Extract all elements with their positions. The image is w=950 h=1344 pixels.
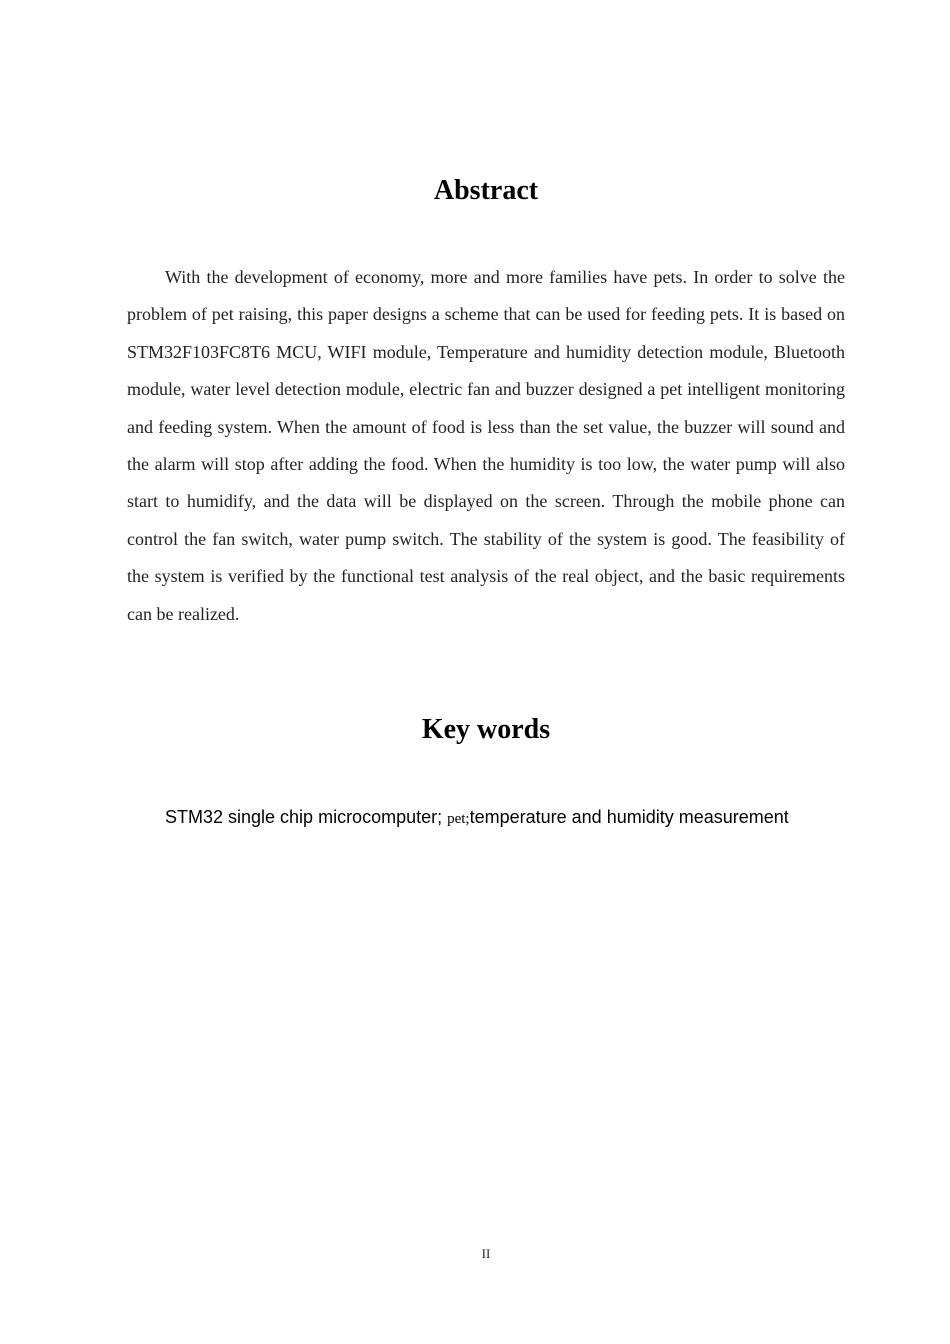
page-number: II [481, 1246, 491, 1261]
keywords-heading: Key words [421, 714, 551, 745]
keywords-list [165, 807, 789, 828]
keyword-item: pet; [447, 811, 470, 827]
keyword-item: temperature and humidity measurement [469, 807, 789, 827]
abstract-heading: Abstract [433, 175, 539, 206]
abstract-paragraph: With the development of economy, more and more families have pets. In order to solve the problem of pet raising, this paper designs a scheme that can be used for feeding pets. It is based on STM32F103FC8T6 MCU, WIFI module, Temperature and humidity detection module, Bluetooth module, water level detection module, electric fan and buzzer designed a pet intelligent monitoring and feeding system. When the amount of food is less than the set value, the buzzer will sound and the alarm will stop after adding the food. When the humidity is too low, the water pump will also start to humidify, and the data will be displayed on the screen. Through the mobile phone can control the fan switch, water pump switch. The stability of the system is good. The feasibility of the system is verified by the functional test analysis of the real object, and the basic requirements can be realized. [127, 267, 845, 624]
keyword-item: STM32 single chip microcomputer; [165, 807, 448, 827]
